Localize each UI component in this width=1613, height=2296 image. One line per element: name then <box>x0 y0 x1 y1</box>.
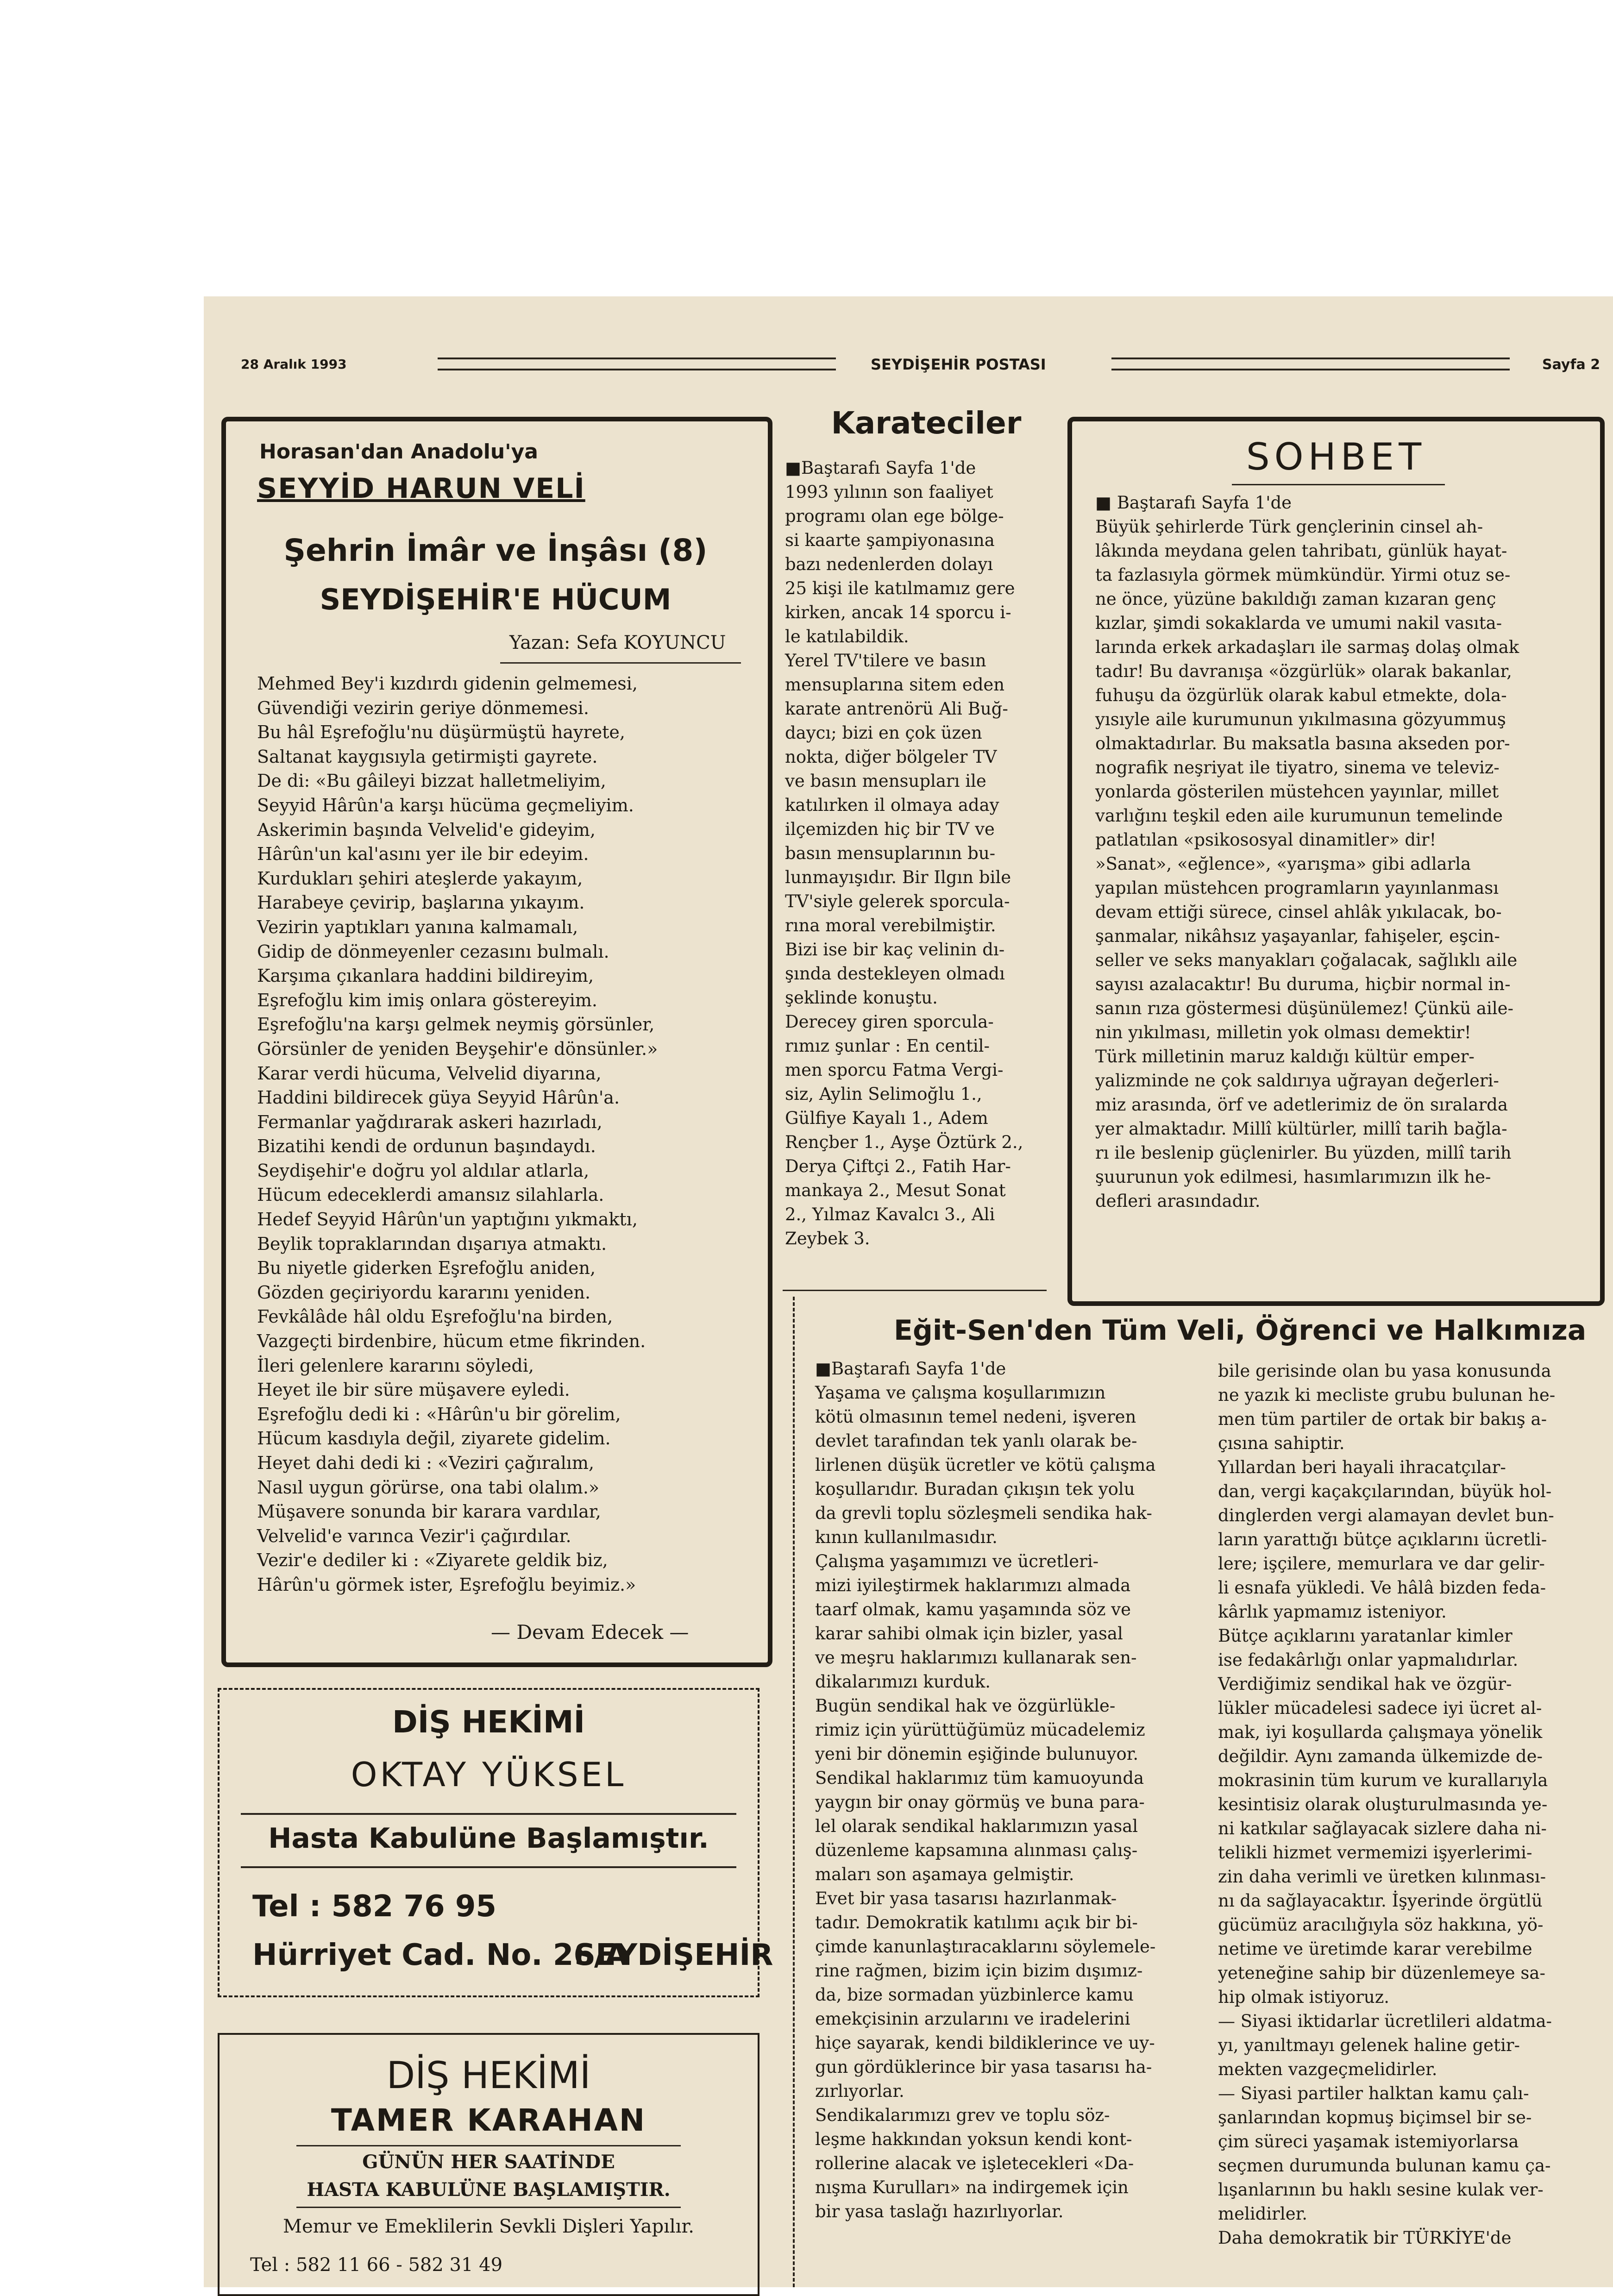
egitsen-text-line: men tüm partiler de ortak bir bakış a- <box>1218 1409 1547 1429</box>
poem-verse-line: Eşrefoğlu dedi ki : «Hârûn'u bir görelim, <box>257 1404 621 1424</box>
poem-byline-rule <box>500 662 741 664</box>
karate-text-line: 2., Yılmaz Kavalcı 3., Ali <box>785 1204 995 1224</box>
poem-verse-line: Fermanlar yağdırarak askeri hazırladı, <box>257 1111 603 1132</box>
poem-verse-line: Eşrefoğlu'na karşı gelmek neymiş görsünler, <box>257 1014 655 1035</box>
karate-text-line: 1993 yılının son faaliyet <box>785 482 993 502</box>
karate-text-line: şında destekleyen olmadı <box>785 964 1005 984</box>
egitsen-text-line: bir yasa taslağı hazırlıyorlar. <box>815 2202 1064 2221</box>
ad2-line2: HASTA KABULÜNE BAŞLAMIŞTIR. <box>307 2179 671 2201</box>
egitsen-text-line: yı, yanıltmayı gelenek haline getir- <box>1218 2035 1520 2055</box>
poem-verse-line: Seyyid Hârûn'a karşı hücüma geçmeliyim. <box>257 795 634 816</box>
karate-text-line: men sporcu Fatma Vergi- <box>785 1060 1004 1080</box>
ad1-rule-2 <box>241 1866 736 1868</box>
egitsen-text-line: Yıllardan beri hayali ihracatçılar- <box>1218 1457 1506 1477</box>
karate-end-rule <box>783 1290 1047 1291</box>
egitsen-text-line: rine rağmen, bizim için bizim dışımız- <box>815 1961 1143 1981</box>
egitsen-text-line: mokrasinin tüm kurum ve kurallarıyla <box>1218 1770 1548 1790</box>
sohbet-text-line: şuurunun yok edilmesi, hasımlarımızın ilk he- <box>1095 1167 1491 1187</box>
masthead-rule-right-top <box>1111 358 1510 359</box>
egitsen-text-line: devlet tarafından tek yanlı olarak be- <box>815 1431 1137 1451</box>
karate-text-line: Derecey giren sporcula- <box>785 1012 994 1032</box>
egitsen-text-line: gun gördüklerince bir yasa tasarısı ha- <box>815 2057 1152 2077</box>
karate-text-line: Bizi ise bir kaç velinin dı- <box>785 940 1005 960</box>
poem-verse-line: Gözden geçiriyordu kararını yeniden. <box>257 1282 591 1303</box>
poem-verse-line: Harabeye çevirip, başlarına yıkayım. <box>257 892 585 913</box>
karate-text-line: le katılabildik. <box>785 627 909 646</box>
egitsen-text-line: gücümüz aracılığıyla söz hakkına, yö- <box>1218 1915 1544 1935</box>
karate-text-line: si kaarte şampiyonasına <box>785 530 995 550</box>
poem-verse-line: İleri gelenlere kararını söyledi, <box>257 1355 534 1376</box>
egitsen-text-line: ne yazık ki mecliste grubu bulunan he- <box>1218 1385 1556 1405</box>
poem-verses <box>257 671 757 1597</box>
masthead-rule-left-bottom <box>438 369 836 370</box>
poem-continued: — Devam Edecek — <box>491 1621 689 1644</box>
egitsen-text-line: tadır. Demokratik katılımı açık bir bi- <box>815 1913 1138 1932</box>
sohbet-title-rule <box>1232 484 1445 485</box>
karate-text-line: rımız şunlar : En centil- <box>785 1036 990 1056</box>
egitsen-text-line: ni katkılar sağlayacak sizlere daha ni- <box>1218 1819 1547 1838</box>
egitsen-text-line: ise fedakârlığı onlar yapmalıdırlar. <box>1218 1650 1519 1670</box>
egitsen-text-line: Daha demokratik bir TÜRKİYE'de <box>1218 2228 1512 2248</box>
poem-verse-line: Vezirin yaptıkları yanına kalmamalı, <box>257 916 578 937</box>
poem-verse-line: Saltanat kaygısıyla getirmişti gayrete. <box>257 746 598 767</box>
poem-verse-line: Mehmed Bey'i kızdırdı gidenin gelmemesi, <box>257 673 638 694</box>
ad1-notice: Hasta Kabulüne Başlamıştır. <box>268 1822 709 1855</box>
sohbet-text-line: Büyük şehirlerde Türk gençlerinin cinsel ah- <box>1095 517 1483 537</box>
poem-verse-line: Hedef Seyyid Hârûn'un yaptığını yıkmaktı, <box>257 1209 638 1230</box>
sohbet-text-line: larında erkek arkadaşları ile sarmaş dolaş olmak <box>1095 637 1519 657</box>
poem-verse-line: Heyet ile bir süre müşavere eyledi. <box>257 1380 570 1400</box>
egitsen-text-line: kının kullanılmasıdır. <box>815 1527 998 1547</box>
poem-verse-line: Haddini bildirecek güya Seyyid Hârûn'a. <box>257 1087 620 1108</box>
egitsen-text-line: da, bize sormadan yüzbinlerce kamu <box>815 1985 1134 2005</box>
egitsen-text-line: maları son aşamaya gelmiştir. <box>815 1864 1074 1884</box>
egitsen-text-line: seçmen durumunda bulunan kamu ça- <box>1218 2156 1551 2176</box>
egitsen-text-line: lirlenen düşük ücretler ve kötü çalışma <box>815 1455 1156 1475</box>
sohbet-text-line: defleri arasındadır. <box>1095 1191 1261 1211</box>
poem-verse-line: Fevkâlâde hâl oldu Eşrefoğlu'na birden, <box>257 1306 613 1327</box>
egitsen-text-line: Bütçe açıklarını yaratanlar kimler <box>1218 1626 1513 1646</box>
sohbet-text-line: sanın rıza göstermesi düşünülemez! Çünkü aile- <box>1095 998 1514 1018</box>
sohbet-text-line: yalizminde ne çok saldırıya uğrayan değerleri- <box>1095 1071 1499 1091</box>
egitsen-text-line: Sendikal haklarımız tüm kamuoyunda <box>815 1768 1144 1788</box>
sohbet-text-line: rı ile beslenip güçlenirler. Bu yüzden, millî tarih <box>1095 1143 1512 1163</box>
ad2-rule-2 <box>296 2207 681 2208</box>
karate-text-line: 25 kişi ile katılmamız gere <box>785 578 1015 598</box>
egitsen-text-line: lere; işçilere, memurlara ve dar gelir- <box>1218 1554 1545 1574</box>
ad2-line3: Memur ve Emeklilerin Sevkli Dişleri Yapılır. <box>283 2216 694 2237</box>
karate-text-line: rına moral verebilmiştir. <box>785 916 996 935</box>
karate-text-line: Gülfiye Kayalı 1., Adem <box>785 1108 988 1128</box>
karate-text-line: nokta, diğer bölgeler TV <box>785 747 997 767</box>
karate-text-line: TV'siyle gelerek sporcula- <box>785 891 1010 911</box>
egitsen-text-line: dan, vergi kaçakçılarından, büyük hol- <box>1218 1481 1552 1501</box>
egitsen-text-line: — Siyasi partiler halktan kamu çalı- <box>1218 2083 1529 2103</box>
sohbet-text-line: tadır! Bu davranışa «özgürlük» olarak bakanlar, <box>1095 661 1512 681</box>
sohbet-text-line: nin yıkılması, milletin yok olması demektir! <box>1095 1023 1471 1042</box>
sohbet-text-line: seller ve seks manyakları çoğalacak, sağlıklı aile <box>1095 950 1518 970</box>
sohbet-text-line: olmaktadırlar. Bu maksatla basına akseden por- <box>1095 734 1510 753</box>
egitsen-text-line: yaygın bir onay görmüş ve buna para- <box>815 1792 1145 1812</box>
sohbet-text-line: patlatılan «psikososyal dinamitler» dir! <box>1095 830 1437 850</box>
ad1-name: OKTAY YÜKSEL <box>351 1755 627 1794</box>
egitsen-text-line: mak, iyi koşullarda çalışmaya yönelik <box>1218 1722 1543 1742</box>
karate-text-line: programı olan ege bölge- <box>785 506 1004 526</box>
egitsen-text-line: Çalışma yaşamımızı ve ücretleri- <box>815 1551 1099 1571</box>
egitsen-text-line: düzenleme kapsamına alınması çalış- <box>815 1840 1138 1860</box>
karate-text-line: Rençber 1., Ayşe Öztürk 2., <box>785 1132 1023 1152</box>
ad1-title: DİŞ HEKİMİ <box>392 1704 585 1740</box>
egitsen-text-line: — Siyasi iktidarlar ücretlileri aldatma- <box>1218 2011 1552 2031</box>
egitsen-text-line: hip olmak istiyoruz. <box>1218 1987 1390 2007</box>
egitsen-text-line: ■Baştarafı Sayfa 1'de <box>815 1359 1006 1379</box>
karate-text-line: lunmayışıdır. Bir Ilgın bile <box>785 867 1011 887</box>
egitsen-text-line: zin daha verimli ve üretken kılınması- <box>1218 1867 1546 1887</box>
poem-verse-line: De di: «Bu gâileyi bizzat halletmeliyim, <box>257 771 606 791</box>
egitsen-text-line: leşme hakkından yoksun kendi kont- <box>815 2129 1132 2149</box>
karate-title: Karateciler <box>831 405 1022 441</box>
egitsen-text-line: çim süreci yaşamak istemiyorlarsa <box>1218 2132 1519 2152</box>
egitsen-text-line: çimde kanunlaştıracaklarını söylemele- <box>815 1937 1156 1957</box>
sohbet-text-line: ■ Baştarafı Sayfa 1'de <box>1095 493 1292 513</box>
egitsen-left-dashed-rule <box>793 1297 797 2287</box>
poem-verse-line: Askerimin başında Velvelid'e gideyim, <box>257 819 596 840</box>
egitsen-text-line: lükler mücadelesi sadece iyi ücret al- <box>1218 1698 1542 1718</box>
egitsen-text-line: telikli hizmet vermemizi işyerlerimi- <box>1218 1843 1532 1863</box>
karate-text-line: ■Baştarafı Sayfa 1'de <box>785 458 976 478</box>
sohbet-text-line: ta fazlasıyla görmek mümkündür. Yirmi otuz se- <box>1095 565 1511 585</box>
egitsen-text-line: bile gerisinde olan bu yasa konusunda <box>1218 1361 1551 1381</box>
egitsen-text-line: şanlarından kopmuş biçimsel bir se- <box>1218 2108 1532 2127</box>
poem-series: SEYYİD HARUN VELİ <box>257 472 585 505</box>
egitsen-text-line: mekten vazgeçmelidirler. <box>1218 2059 1437 2079</box>
ad1-city: SEYDİŞEHİR <box>574 1938 773 1972</box>
egitsen-text-line: taarf olmak, kamu yaşamında söz ve <box>815 1600 1131 1619</box>
egitsen-text-line: karar sahibi olmak için bizler, yasal <box>815 1624 1123 1644</box>
poem-verse-line: Nasıl uygun görürse, ona tabi olalım.» <box>257 1477 600 1498</box>
poem-verse-line: Bu niyetle giderken Eşrefoğlu aniden, <box>257 1258 596 1279</box>
poem-verse-line: Eşrefoğlu kim imiş onlara göstereyim. <box>257 990 597 1010</box>
poem-verse-line: Güvendiği vezirin geriye dönmemesi. <box>257 697 589 718</box>
sohbet-text-line: yonlarda gösterilen müstehcen yayınlar, millet <box>1095 782 1499 802</box>
egitsen-text-line: Verdiğimiz sendikal hak ve özgür- <box>1218 1674 1512 1694</box>
poem-subtitle: SEYDİŞEHİR'E HÜCUM <box>320 583 672 616</box>
egitsen-text-line: emekçisinin arzularını ve iradelerini <box>815 2009 1130 2029</box>
egitsen-text-line: Sendikalarımızı grev ve toplu söz- <box>815 2105 1110 2125</box>
egitsen-text-line: lel olarak sendikal haklarımızın yasal <box>815 1816 1138 1836</box>
sohbet-text-line: ne önce, yüzüne bakıldığı zaman kızaran genç <box>1095 589 1496 609</box>
egitsen-text-line: ve meşru haklarımızı kullanarak sen- <box>815 1648 1137 1668</box>
poem-verse-line: Vezir'e dediler ki : «Ziyarete geldik biz, <box>257 1550 608 1571</box>
sohbet-text-line: sayısı azalacaktır! Bu duruma, hiçbir normal in- <box>1095 974 1511 994</box>
karate-text-line: mankaya 2., Mesut Sonat <box>785 1180 1006 1200</box>
egitsen-text-line: mizi iyileştirmek haklarımızı almada <box>815 1575 1131 1595</box>
sohbet-text-line: miz arasında, örf ve adetlerimiz de ön sıralarda <box>1095 1095 1508 1115</box>
ad2-line1: GÜNÜN HER SAATİNDE <box>362 2151 615 2173</box>
sohbet-text-line: fuhuşu da özgürlük olarak kabul etmekte, dola- <box>1095 685 1507 705</box>
poem-verse-line: Gidip de dönmeyenler cezasını bulmalı. <box>257 941 609 962</box>
ad1-rule-1 <box>241 1813 736 1815</box>
karate-text-line: Zeybek 3. <box>785 1229 870 1248</box>
poem-verse-line: Bizatihi kendi de ordunun başındaydı. <box>257 1136 596 1157</box>
egitsen-text-line: rollerine alacak ve işletecekleri «Da- <box>815 2153 1134 2173</box>
egitsen-text-line: nışma Kurulları» na indirgemek için <box>815 2177 1129 2197</box>
egitsen-text-line: rimiz için yürüttüğümüz mücadelemiz <box>815 1720 1145 1740</box>
sohbet-text-line: lâkında meydana gelen tahribatı, günlük hayat- <box>1095 541 1507 561</box>
egitsen-article-col2 <box>1218 1359 1598 2250</box>
sohbet-title: SOHBET <box>1246 435 1426 478</box>
ad1-address: Hürriyet Cad. No. 26/A <box>252 1938 628 1972</box>
masthead-rule-left-top <box>438 358 836 359</box>
poem-title: Şehrin İmâr ve İnşâsı (8) <box>283 533 708 568</box>
ad2-rule-1 <box>296 2145 681 2146</box>
karate-text-line: ve basın mensupları ile <box>785 771 986 791</box>
poem-verse-line: Velvelid'e varınca Vezir'i çağırdılar. <box>257 1525 571 1546</box>
sohbet-text-line: devam ettiği sürece, cinsel ahlâk yıkılacak, bo- <box>1095 902 1502 922</box>
egitsen-text-line: da grevli toplu sözleşmeli sendika hak- <box>815 1503 1152 1523</box>
karate-text-line: daycı; bizi en çok üzen <box>785 723 982 743</box>
karate-text-line: siz, Aylin Selimoğlu 1., <box>785 1084 982 1104</box>
egitsen-text-line: koşullarıdır. Buradan çıkışın tek yolu <box>815 1479 1135 1499</box>
poem-verse-line: Müşavere sonunda bir karara vardılar, <box>257 1501 601 1522</box>
egitsen-text-line: melidirler. <box>1218 2204 1307 2224</box>
egitsen-text-line: dikalarımızı kurduk. <box>815 1672 991 1692</box>
ad1-phone: Tel : 582 76 95 <box>252 1889 496 1924</box>
poem-byline: Yazan: Sefa KOYUNCU <box>509 632 726 653</box>
sohbet-text-line: yısıyle aile kurumunun yıkılmasına gözyummuş <box>1095 709 1506 729</box>
karate-text-line: şeklinde konuştu. <box>785 988 938 1008</box>
poem-kicker: Horasan'dan Anadolu'ya <box>259 440 538 464</box>
poem-verse-line: Vazgeçti birdenbire, hücum etme fikrinden. <box>257 1331 646 1352</box>
ad2-phone: Tel : 582 11 66 - 582 31 49 <box>250 2254 503 2276</box>
ad2-name: TAMER KARAHAN <box>331 2102 646 2138</box>
egitsen-text-line: Bugün sendikal hak ve özgürlükle- <box>815 1696 1116 1716</box>
karate-text-line: kirken, ancak 14 sporcu i- <box>785 602 1011 622</box>
egitsen-text-line: yeteneğine sahip bir düzenlemeye sa- <box>1218 1963 1545 1983</box>
karate-text-line: karate antrenörü Ali Buğ- <box>785 699 1008 719</box>
egitsen-text-line: ların yarattığı bütçe açıklarını ücretli- <box>1218 1530 1547 1549</box>
karate-text-line: Derya Çiftçi 2., Fatih Har- <box>785 1156 1011 1176</box>
egitsen-text-line: değildir. Aynı zamanda ülkemizde de- <box>1218 1746 1543 1766</box>
sohbet-text-line: Türk milletinin maruz kaldığı kültür emper- <box>1095 1047 1475 1066</box>
egitsen-text-line: Yaşama ve çalışma koşullarımızın <box>815 1383 1106 1403</box>
egitsen-text-line: kesintisiz olarak oluşturulmasında ye- <box>1218 1794 1548 1814</box>
page-number: Sayfa 2 <box>1542 357 1600 373</box>
karate-text-line: Yerel TV'tilere ve basın <box>785 651 986 671</box>
sohbet-text-line: »Sanat», «eğlence», «yarışma» gibi adlarla <box>1095 854 1471 874</box>
egitsen-text-line: zırlıyorlar. <box>815 2081 904 2101</box>
sohbet-text-line: kızlar, şimdi sokaklarda ve umumi nakil vasıta- <box>1095 613 1502 633</box>
issue-date: 28 Aralık 1993 <box>241 357 347 372</box>
sohbet-text-line: nografik neşriyat ile tiyatro, sinema ve televiz- <box>1095 758 1500 778</box>
karate-text-line: bazı nedenlerden dolayı <box>785 554 993 574</box>
poem-verse-line: Hârûn'u görmek ister, Eşrefoğlu beyimiz.» <box>257 1574 636 1595</box>
poem-verse-line: Heyet dahi dedi ki : «Veziri çağıralım, <box>257 1453 595 1473</box>
ad2-title: DİŞ HEKİMİ <box>386 2054 591 2097</box>
egitsen-text-line: Evet bir yasa tasarısı hazırlanmak- <box>815 1888 1117 1908</box>
poem-verse-line: Hücum kasdıyla değil, ziyarete gidelim. <box>257 1428 611 1449</box>
egitsen-text-line: dinglerden vergi alamayan devlet bun- <box>1218 1506 1554 1525</box>
egitsen-article-col1 <box>815 1357 1213 2224</box>
paper-name: SEYDİŞEHİR POSTASI <box>871 356 1046 373</box>
egitsen-text-line: hiçe sayarak, kendi bildiklerince ve uy- <box>815 2033 1155 2053</box>
egitsen-text-line: çısına sahiptir. <box>1218 1433 1345 1453</box>
karate-article <box>785 456 1081 1251</box>
sohbet-article <box>1095 491 1595 1213</box>
karate-text-line: basın mensuplarının bu- <box>785 843 996 863</box>
egitsen-text-line: kötü olmasının temel nedeni, işveren <box>815 1407 1136 1427</box>
karate-text-line: katılırken il olmaya aday <box>785 795 999 815</box>
masthead-rule-right-bottom <box>1111 369 1510 370</box>
poem-verse-line: Seydişehir'e doğru yol aldılar atlarla, <box>257 1160 590 1181</box>
poem-verse-line: Beylik topraklarından dışarıya atmaktı. <box>257 1233 607 1254</box>
sohbet-text-line: şanmalar, nikâhsız yaşayanlar, fahişeler, eşcin- <box>1095 926 1500 946</box>
poem-verse-line: Karar verdi hücuma, Velvelid diyarına, <box>257 1063 602 1084</box>
poem-verse-line: Hücum edeceklerdi amansız silahlarla. <box>257 1185 604 1205</box>
karate-text-line: mensuplarına sitem eden <box>785 675 1005 695</box>
sohbet-text-line: yer almaktadır. Millî kültürler, millî tarih bağla- <box>1095 1119 1507 1139</box>
egitsen-text-line: kârlık yapmamız isteniyor. <box>1218 1602 1447 1622</box>
egitsen-text-line: netime ve üretimde karar verebilme <box>1218 1939 1532 1959</box>
egitsen-text-line: nı da sağlayacaktır. İşyerinde örgütlü <box>1218 1891 1543 1911</box>
poem-verse-line: Görsünler de yeniden Beyşehir'e dönsünler.» <box>257 1038 658 1059</box>
poem-verse-line: Bu hâl Eşrefoğlu'nu düşürmüştü hayrete, <box>257 722 625 743</box>
karate-text-line: ilçemizden hiç bir TV ve <box>785 819 995 839</box>
poem-verse-line: Hârûn'un kal'asını yer ile bir edeyim. <box>257 844 589 865</box>
egitsen-text-line: lışanlarının bu haklı sesine kulak ver- <box>1218 2180 1544 2200</box>
poem-verse-line: Kurdukları şehiri ateşlerde yakayım, <box>257 868 583 889</box>
egitsen-text-line: li esnafa yükledi. Ve hâlâ bizden feda- <box>1218 1578 1546 1598</box>
egitsen-text-line: yeni bir dönemin eşiğinde bulunuyor. <box>815 1744 1139 1764</box>
sohbet-text-line: varlığını teşkil eden aile kurumunun temelinde <box>1095 806 1503 826</box>
poem-verse-line: Karşıma çıkanlara haddini bildireyim, <box>257 966 594 986</box>
sohbet-text-line: yapılan müstehcen programların yayınlanması <box>1095 878 1499 898</box>
egitsen-title: Eğit-Sen'den Tüm Veli, Öğrenci ve Halkımıza <box>894 1314 1587 1347</box>
